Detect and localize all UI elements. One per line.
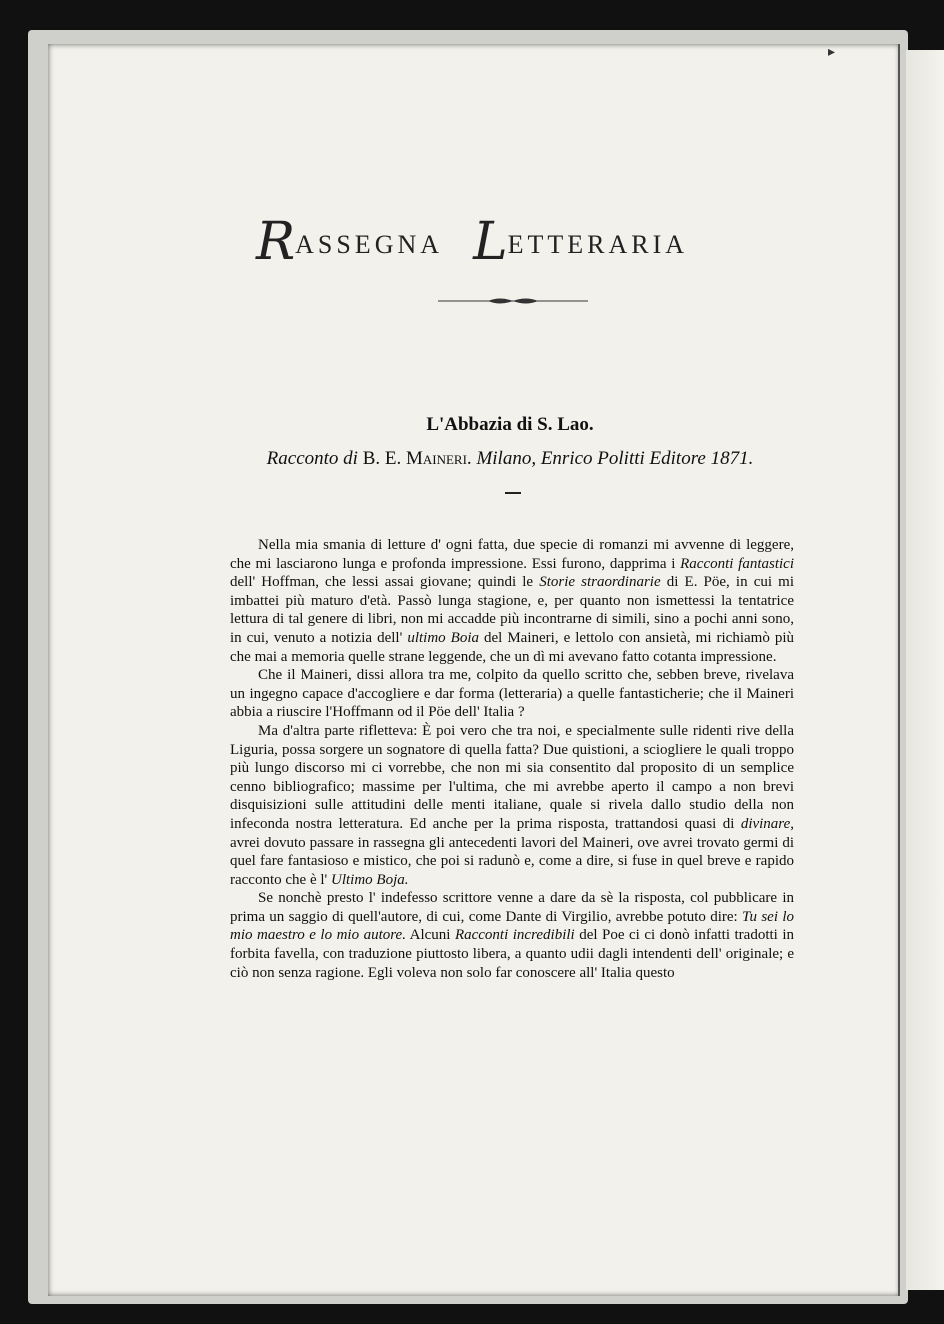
- subtitle-publisher: Milano, Enrico Politti Editore 1871.: [476, 448, 754, 469]
- text-run-italic: divinare: [740, 815, 791, 832]
- paragraph-1: [230, 536, 794, 666]
- paragraph-3: [230, 722, 794, 889]
- ornament-rule: [438, 296, 588, 306]
- subtitle-racconto: Racconto di: [266, 448, 358, 469]
- text-run: Nella mia smania di letture d' ogni fatta, due specie di romanzi mi avvenne di leggere, che mi lasciarono lunga e profonda impressione. Essi furono, dapprima i: [230, 537, 794, 572]
- text-run: , avrei dovuto passare in rassegna gli antecedenti lavori del Maineri, ove avrei trovato germi di quel fare fantasioso e mistico, che poi si radunò e, come a dire, si fuse in quel breve e rapido racconto che è l': [230, 815, 794, 888]
- article-body: [230, 536, 794, 982]
- separator-dash: [505, 492, 521, 494]
- text-run: Se nonchè presto l' indefesso scrittore venne a dare da sè la risposta, col pubblicare in prima un saggio di quell'autore, di cui, come Dante di Virgilio, avrebbe potuto dire:: [230, 890, 794, 925]
- paragraph-4: [230, 889, 794, 982]
- section-masthead: [0, 212, 944, 272]
- text-run-italic: ultimo Boia: [407, 629, 479, 646]
- masthead-title: [0, 212, 944, 272]
- text-run-italic: Tu sei lo mio maestro e lo mio autore.: [230, 908, 794, 944]
- text-run: Ma d'altra parte rifletteva: È poi vero che tra noi, e specialmente sulle ridenti rive della Liguria, possa sorgere un sognatore di quella fatta? Due quistioni, a sciogliere le quali troppo più lungo discorso mi ci vorrebbe, che non mi sia consentito dal proposito di un semplice cenno bibliografico; massime per l'ultima, che mi avrebbe aperto il campo a non brevi disquisizioni sulle attitudini delle menti italiane, quale si rivela dallo studio della non infeconda nostra letteratura. Ed anche per la prima risposta, trattandosi quasi di: [230, 722, 794, 832]
- article-subtitle: [200, 448, 820, 470]
- text-run: dell' Hoffman, che lessi assai giovane; quindi le: [230, 574, 540, 591]
- text-run: del Maineri, e lettolo con ansietà, mi richiamò più che mai a memoria quelle strane leggende, che un dì mi avevano fatto cotanta impressione.: [230, 629, 794, 665]
- text-run-italic: Racconti incredibili: [454, 927, 575, 944]
- subtitle-initials: B. E.: [362, 448, 402, 469]
- text-run-italic: Storie straordinarie: [539, 574, 661, 591]
- masthead-word-2: ETTERARIA: [507, 230, 689, 259]
- masthead-word-1: ASSEGNA: [295, 230, 442, 259]
- text-run-italic: Ultimo Boja.: [330, 871, 409, 888]
- text-run: di E. Pöe, in cui mi imbattei più maturo d'età. Passò lunga stagione, e, per quanto non ismettessi la tentatrice lettura di tal genere di libri, non mi accadde più incontrarne di simili, sino a pochi anni sono, in cui, venuto a notizia dell': [230, 574, 794, 646]
- corner-mark: ▸: [828, 45, 836, 60]
- article-title: L'Abbazia di S. Lao.: [426, 414, 594, 435]
- subtitle-author: Maineri.: [405, 448, 472, 469]
- text-run-italic: Racconti fantastici: [680, 555, 794, 572]
- text-run: Alcuni: [405, 927, 455, 944]
- masthead-cap-r: R: [255, 212, 296, 272]
- paragraph-2: Che il Maineri, dissi allora tra me, colpito da quello scritto che, sebben breve, rivelava un ingegno capace d'accogliere e dar forma (letteraria) a quelle fantasticherie; che il Maineri abbia a riuscire l'Hoffmann od il Pöe dell' Italia ?: [230, 667, 794, 721]
- masthead-cap-l: L: [473, 212, 508, 272]
- text-run: del Poe ci ci donò infatti tradotti in forbita favella, con traduzione piuttosto libera, a quanto udii dagli intendenti dell' originale; e ciò non senza ragione. Egli voleva non solo far conoscere all' Italia questo: [230, 927, 794, 981]
